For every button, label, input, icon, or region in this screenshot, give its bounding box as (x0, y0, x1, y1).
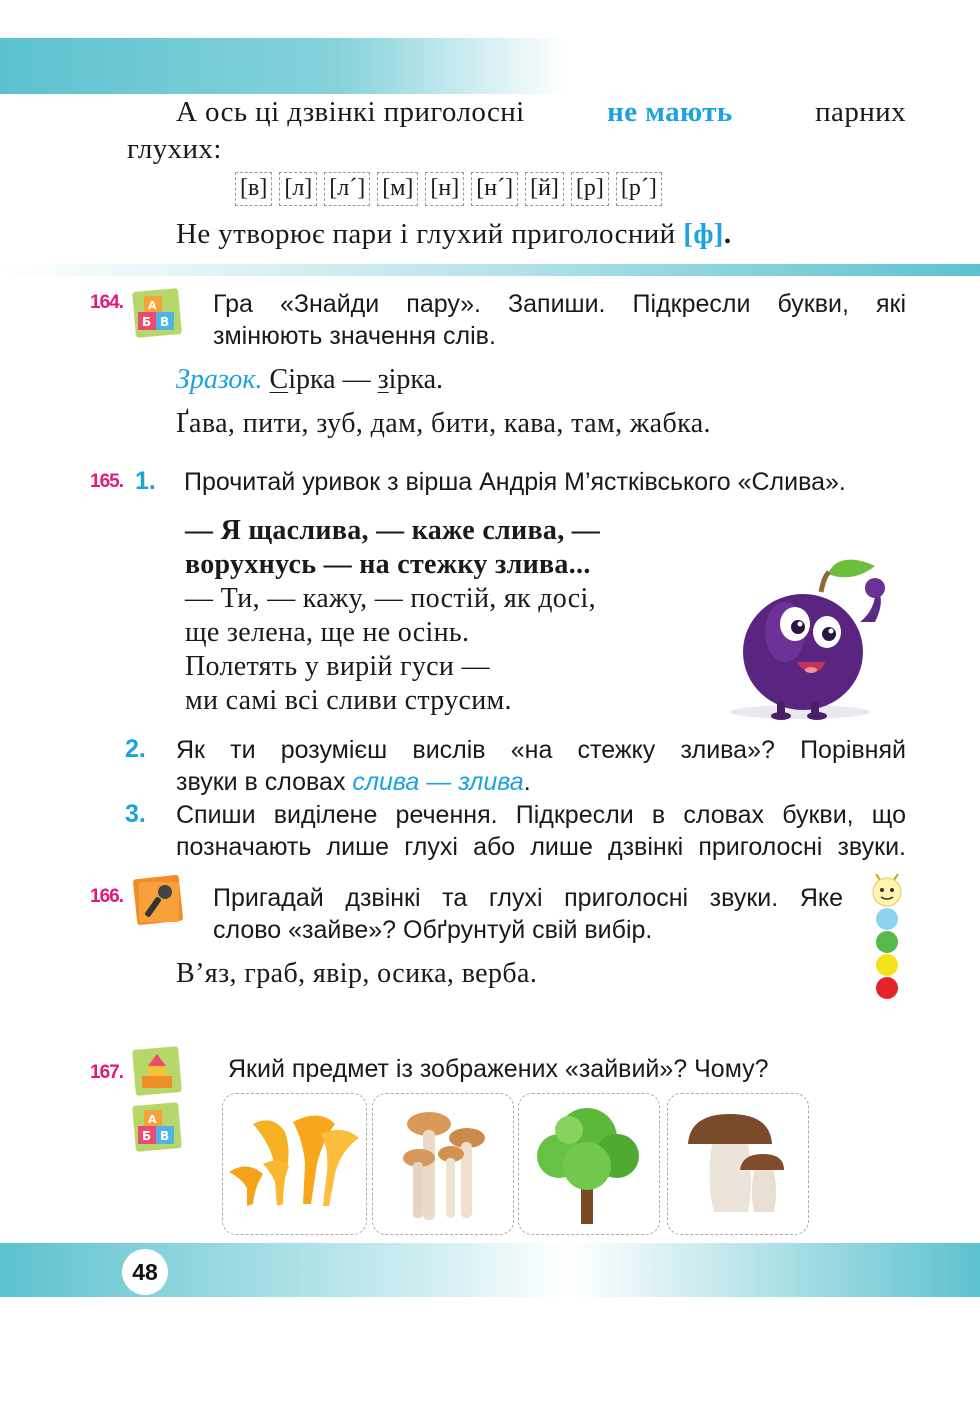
exercise-165-step-3-number: 3. (125, 800, 146, 828)
poem-line: — Я щаслива, — каже слива, — (185, 515, 601, 546)
top-header-band (0, 38, 565, 94)
f-rule-period: . (723, 218, 732, 250)
voiced-sounds-list (235, 172, 662, 206)
intro-text-a: А ось ці дзвінкі приголосні (176, 96, 525, 128)
step-2-words-highlight: слива — злива (352, 768, 524, 796)
exercise-166-number: 166. (90, 886, 123, 907)
intro-line-1 (176, 96, 906, 129)
sound-item: [л] (279, 172, 317, 206)
poem-line: ми самі всі сливи струсим. (185, 685, 512, 716)
poem-line: ще зелена, ще не осінь. (185, 617, 470, 648)
f-rule-text: Не утворює пари і глухий приголосний (176, 218, 676, 250)
sound-item: [й] (525, 172, 564, 206)
svg-text:А: А (148, 1113, 157, 1126)
exercise-164-sample (176, 364, 443, 396)
exercise-165-step-3-line-1: Спиши виділене речення. Підкресли в словах букви, що (176, 801, 906, 829)
caterpillar-icon (862, 874, 912, 1007)
exercise-167-text: Який предмет із зображених «зайвий»? Чому? (228, 1055, 769, 1083)
intro-text-b: парних (815, 96, 906, 128)
svg-text:Б: Б (142, 315, 152, 329)
image-card-chanterelles (222, 1093, 367, 1235)
sound-item: [л´] (324, 172, 370, 206)
svg-text:Б: Б (142, 1129, 152, 1143)
intro-highlight: не мають (607, 96, 733, 128)
exercise-164-number: 164. (90, 292, 123, 313)
sample-underlined-letter-2: з (377, 364, 389, 395)
section-divider-band (0, 264, 980, 276)
exercise-165-step-2-number: 2. (125, 735, 146, 763)
sound-item: [н] (425, 172, 464, 206)
exercise-165-step-3-line-2: позначають лише глухі або лише дзвінкі приголосні звуки. (176, 833, 906, 861)
microphone-icon (130, 872, 188, 935)
sample-underlined-letter-1: С (269, 364, 289, 395)
exercise-164-line-2: змінюють значення слів. (213, 322, 496, 350)
image-card-boletus (667, 1093, 809, 1235)
boletus-mushrooms-image (668, 1094, 808, 1234)
letter-blocks-icon (130, 286, 186, 347)
svg-text:В: В (160, 1129, 170, 1143)
sound-item: [в] (235, 172, 272, 206)
sample-word-1: ірка — (288, 364, 371, 395)
intro-line-2: глухих: (127, 133, 222, 165)
step-2-period: . (523, 768, 531, 796)
exercise-165-step-1-text: Прочитай уривок з вірша Андрія М’ястківського «Слива». (184, 468, 846, 496)
page-number: 48 (122, 1249, 168, 1295)
exercise-165-step-2-line-2 (176, 766, 531, 798)
exercise-164-line-1: Гра «Знайди пару». Запиши. Підкресли букви, які (213, 290, 906, 318)
exercise-164-words: Ґава, пити, зуб, дам, бити, кава, там, жабка. (176, 408, 711, 439)
poem-line: — Ти, — кажу, — постій, як досі, (185, 583, 596, 614)
exercise-166-words: В’яз, граб, явір, осика, верба. (176, 958, 538, 989)
exercise-166-line-1: Пригадай дзвінкі та глухі приголосні звуки. Яке (213, 884, 843, 912)
image-card-honey-mushrooms (372, 1093, 514, 1235)
f-sound-rule (176, 218, 732, 251)
svg-text:В: В (160, 315, 170, 329)
exercise-165-step-1-number: 1. (135, 467, 156, 495)
sound-item: [м] (377, 172, 418, 206)
poem-line: Полетять у вирій гуси — (185, 651, 490, 682)
sample-label: Зразок. (176, 364, 263, 395)
exercise-167-number: 167. (90, 1062, 123, 1083)
sound-item: [р´] (616, 172, 662, 206)
letter-blocks-icon-2 (130, 1100, 186, 1161)
sound-item: [р] (571, 172, 609, 206)
f-sound: [ф] (683, 218, 724, 250)
step-2-text: звуки в словах (176, 768, 346, 796)
poem-line: ворухнусь — на стежку злива... (185, 549, 591, 580)
sound-item: [н´] (471, 172, 518, 206)
svg-text:А: А (148, 299, 157, 312)
exercise-165-step-2-line-1: Як ти розумієш вислів «на стежку злива»? Порівняй (176, 736, 906, 764)
exercise-165-number: 165. (90, 471, 123, 492)
image-card-tree (518, 1093, 660, 1235)
honey-mushrooms-image (373, 1094, 513, 1234)
sample-word-2: ірка. (388, 364, 444, 395)
chanterelle-mushrooms-image (223, 1094, 366, 1234)
exercise-166-line-2: слово «зайве»? Обґрунтуй свій вибір. (213, 916, 653, 944)
building-blocks-icon (130, 1044, 186, 1105)
plum-character-image (725, 552, 895, 727)
tree-image (519, 1094, 659, 1234)
poem (185, 514, 600, 718)
